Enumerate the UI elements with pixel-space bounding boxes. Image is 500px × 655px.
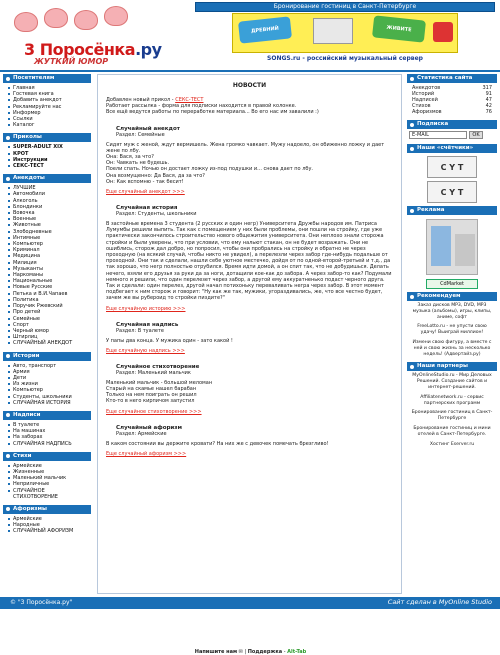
site-header xyxy=(0,0,500,72)
random-section xyxy=(106,364,393,415)
recommend-box xyxy=(407,292,497,359)
aphorisms-box xyxy=(3,505,91,537)
sidebar-item-anecdotes-18[interactable]: Политика xyxy=(13,297,88,303)
sidebar-item-stories-0[interactable]: Авто, транспорт xyxy=(13,363,88,369)
subscribe-ok-button[interactable]: OK xyxy=(469,131,483,139)
section-text: В каком состоянии вы держите кровати? На них же с девочек помечать брезгливо! xyxy=(106,440,329,447)
sidebar-item-aphorisms-0[interactable]: Армейские xyxy=(13,516,88,522)
sidebar-item-aphorisms-2[interactable]: СЛУЧАЙНЫЙ АФОРИЗМ xyxy=(13,528,88,534)
logo-title-b: .ру xyxy=(135,40,162,59)
sidebar-item-anecdotes-13[interactable]: Музыканты xyxy=(13,266,88,272)
stats-box xyxy=(407,74,497,117)
sidebar-item-anecdotes-21[interactable]: Семейные xyxy=(13,316,88,322)
logo-title-a: 3 Поросёнка xyxy=(24,40,136,59)
ads-title: Реклама xyxy=(407,206,497,215)
anecdotes-title: Анекдоты xyxy=(3,174,91,183)
sidebar-item-poems-4[interactable]: СЛУЧАЙНОЕ СТИХОТВОРЕНИЕ xyxy=(13,488,88,500)
stat-value: 317 xyxy=(482,85,492,91)
sidebar-item-anecdotes-19[interactable]: Поручик Ржевский xyxy=(13,303,88,309)
partners-title: Наши партнеры xyxy=(407,362,497,371)
sidebar-item-anecdotes-25[interactable]: СЛУЧАЙНЫЙ АНЕКДОТ xyxy=(13,340,88,346)
mail-icon: ✉ xyxy=(238,649,245,655)
section-text: Маленький мальчик - большой меломан Старый на скамье нашел барабан Только на нем поиграть он решил Кто-то в него кирпичом запустил xyxy=(106,379,213,405)
banner-sign-2: ЖИВИТЕ xyxy=(372,15,426,42)
jokes-box xyxy=(3,133,91,171)
counter-cube-2[interactable]: С Ү Т xyxy=(427,181,477,203)
sidebar-item-anecdotes-4[interactable]: Вовочка xyxy=(13,210,88,216)
hotel-banner-text: Бронирование гостиниц в Санкт-Петербурге xyxy=(273,3,417,10)
sidebar-item-jokes-1[interactable]: КРОТ xyxy=(13,151,88,157)
stat-label: Надписей xyxy=(412,97,438,103)
sidebar-item-anecdotes-5[interactable]: Военные xyxy=(13,216,88,222)
stat-value: 47 xyxy=(485,97,492,103)
subscribe-title: Подписка xyxy=(407,120,497,129)
section-rubric: Раздел: В туалете xyxy=(116,327,164,334)
sidebar-item-visitors-2[interactable]: Добавить анекдот xyxy=(13,97,88,103)
section-more-link[interactable]: Еще случайную историю >>> xyxy=(106,305,186,312)
partner-4[interactable]: Бронирование гостиниц и мини отелей в Санкт-Петербурге. xyxy=(413,425,491,437)
sidebar-item-aphorisms-1[interactable]: Народные xyxy=(13,522,88,528)
sidebar-item-poems-3[interactable]: Неприличные xyxy=(13,481,88,487)
sidebar-item-poems-2[interactable]: Маленький мальчик xyxy=(13,475,88,481)
section-title: Случайный афоризм xyxy=(116,424,182,431)
sidebar-item-stories-5[interactable]: Студенты, школьники xyxy=(13,394,88,400)
cdmarket-link[interactable]: CdMarket xyxy=(426,279,478,289)
sidebar-item-anecdotes-20[interactable]: Про детей xyxy=(13,309,88,315)
copyright: © "3 Поросёнка.ру" xyxy=(10,599,73,606)
section-more-link[interactable]: Еще случайное стихотворение >>> xyxy=(106,408,202,415)
sidebar-item-anecdotes-7[interactable]: Злободневные xyxy=(13,229,88,235)
sidebar-item-visitors-4[interactable]: Информер xyxy=(13,110,88,116)
stat-label: Историй xyxy=(412,91,435,97)
sidebar-item-jokes-0[interactable]: SUPER-ADULT XIX xyxy=(13,144,88,150)
sidebar-item-anecdotes-1[interactable]: Автомобили xyxy=(13,191,88,197)
rec-3[interactable]: Измени свою фигуру, а вместе с ней и свою жизнь за несколько недель! (Адвертайз.ру) xyxy=(412,339,492,357)
footer-bar xyxy=(0,597,500,609)
sidebar-item-anecdotes-12[interactable]: Милиция xyxy=(13,260,88,266)
sidebar-item-stories-3[interactable]: Из жизни xyxy=(13,381,88,387)
partners-box xyxy=(407,362,497,449)
poems-title: Стихи xyxy=(3,452,91,461)
aphorisms-title: Афоризмы xyxy=(3,505,91,514)
counters-box xyxy=(407,144,497,203)
logo-subtitle: ЖУТКИЙ ЮМОР xyxy=(34,57,109,66)
sidebar-item-visitors-3[interactable]: Рекламируйте нас xyxy=(13,104,88,110)
songs-link[interactable]: SONGS.ru - российский музыкальный сервер xyxy=(267,55,423,62)
pigs-logo-icon xyxy=(10,6,130,36)
counters-title: Наши «счётчики» xyxy=(407,144,497,153)
rec-1[interactable]: Заказ дисков MP3, DVD, MP3 музыка (альбомы), игры, клипы, аниме, софт xyxy=(412,303,492,320)
hotel-banner[interactable] xyxy=(195,2,495,12)
banner-image xyxy=(313,18,353,44)
sex-test-link[interactable]: СЕКС-ТЕСТ xyxy=(175,97,204,103)
random-section xyxy=(106,126,393,195)
inscriptions-title: Надписи xyxy=(3,411,91,420)
ad-image[interactable] xyxy=(426,219,478,275)
sidebar-item-anecdotes-9[interactable]: Компьютер xyxy=(13,241,88,247)
partner-3[interactable]: Бронирование гостиниц в Санкт-Петербурге xyxy=(411,410,493,422)
partner-5[interactable]: Хостинг Eserver.ru xyxy=(429,441,475,447)
sidebar-item-poems-0[interactable]: Армейские xyxy=(13,463,88,469)
site-logo[interactable] xyxy=(4,4,164,66)
random-section xyxy=(106,425,393,457)
right-sidebar xyxy=(407,74,497,452)
sidebar-item-jokes-3[interactable]: СЕКС-ТЕСТ xyxy=(13,163,88,169)
sidebar-item-anecdotes-3[interactable]: Блондинки xyxy=(13,204,88,210)
stat-value: 91 xyxy=(485,91,492,97)
banner-icon xyxy=(433,22,453,42)
visitors-box xyxy=(3,74,91,130)
section-title: Случайное стихотворение xyxy=(116,363,200,370)
poems-box xyxy=(3,452,91,502)
footer-links: Напишите нам ✉ | Поддержка - Alt-Tab xyxy=(194,649,307,655)
sidebar-item-anecdotes-2[interactable]: Алкоголь xyxy=(13,198,88,204)
news-line-1-text: Добавлен новый прикол - xyxy=(106,97,176,103)
section-rubric: Раздел: Армейские xyxy=(116,430,167,437)
section-more-link[interactable]: Еще случайный анекдот >>> xyxy=(106,189,185,196)
section-title: Случайная надпись xyxy=(116,321,179,328)
section-more-link[interactable]: Еще случайную надпись >>> xyxy=(106,347,185,354)
inscriptions-box xyxy=(3,411,91,449)
recommend-title: Рекомендуем xyxy=(407,292,497,301)
anecdotes-box xyxy=(3,174,91,348)
sidebar-item-stories-1[interactable]: Армия xyxy=(13,369,88,375)
news-line-3: Все ещё ведутся работы по переработке материала... Во его нас им завалили :) xyxy=(106,109,319,116)
main-content xyxy=(97,74,402,655)
sidebar-item-anecdotes-10[interactable]: Криминал xyxy=(13,247,88,253)
stories-title: Истории xyxy=(3,352,91,361)
write-us-link[interactable]: Напишите нам xyxy=(194,649,238,655)
sidebar-item-anecdotes-15[interactable]: Национальные xyxy=(13,278,88,284)
stat-value: 76 xyxy=(485,109,492,115)
sidebar-item-stories-4[interactable]: Компьютер xyxy=(13,387,88,393)
sidebar-item-poems-1[interactable]: Жизненные xyxy=(13,469,88,475)
stat-value: 42 xyxy=(485,103,492,109)
sidebar-item-inscriptions-2[interactable]: На заборах xyxy=(13,434,88,440)
section-title: Случайный анекдот xyxy=(116,125,180,132)
section-title: Случайная история xyxy=(116,205,178,212)
support-link[interactable]: Поддержка xyxy=(247,649,283,655)
sidebar-item-anecdotes-0[interactable]: ЛУЧШИЕ xyxy=(13,185,88,191)
partner-2[interactable]: Affiliatenetwork.ru - сервис партнерских программ xyxy=(420,394,484,406)
counter-cube-1[interactable]: С Ү Т xyxy=(427,156,477,178)
rec-2[interactable]: FreeLotto.ru - не упусти свою удачу! Выиграй миллион! xyxy=(417,324,487,336)
stat-label: Стихов xyxy=(412,103,431,109)
stat-label: Анекдотов xyxy=(412,85,441,91)
ads-box xyxy=(407,206,497,289)
sidebar-item-inscriptions-1[interactable]: На машинах xyxy=(13,428,88,434)
random-section xyxy=(106,322,393,354)
section-text: У папы два конца. У мужика один - зато какой ! xyxy=(106,337,233,344)
section-rubric: Раздел: Студенты, школьники xyxy=(116,211,197,218)
partner-1[interactable]: MyOnlineStudio.ru - Мир Деловых Решений. Создание сайтов и интернет-решений. xyxy=(412,373,492,390)
sidebar-item-anecdotes-22[interactable]: Спорт xyxy=(13,322,88,328)
subscribe-box xyxy=(407,120,497,141)
section-text: В застойные времена 3 студента (2 русских и один негр) Университета Дружбы народов им. Патриса Лумумбы решили выпить. Так как с помещением у них были проблемы, они пошли на стройку, где уже практически закончилось строительство нового общежития университета. Они неплохо знали сторожа стройки и были уверены, что при условии, что ему нальют стакан, он не будет возражать. Они не ошиблись, сторож дал добро, но попросил, чтобы они пробрались на стройку и обратно не через проходную (на всякий случай, чтобы никто не увидел), а перелезли через забор где-нибудь подальше от проходной. Они так и сделали, нашли себе уютное местечко, дойдя от по одной-второй-третьей и т.д., да так хорошо, что негр полностью отрубился. Время идти домой, а он спит так, что не добудишься. Делать нечего, взяли его друзья за руки да за ноги, дотащили кое-как до забора. А через забор-то как? Подумали немного и решили, что один перелезет через забор, а другой ему аккуратненько подаст черного друга. Так и сделали: один перелез, другой начал потихоньку переваливать негра через забор. В этот момент подбегает к ним сторож и говорит: "Ну как же так, мужики, угораздивались, же, что все честно будет, зачем же вы рубероид то стройки пиздите?" xyxy=(106,221,392,302)
sidebar-item-visitors-6[interactable]: Каталог xyxy=(13,122,88,128)
stats-title: Статистика сайта xyxy=(407,74,497,83)
banner-sign-1: ДРЕВНИЙ xyxy=(238,16,292,43)
sidebar-item-visitors-5[interactable]: Ссылки xyxy=(13,116,88,122)
sidebar-item-anecdotes-24[interactable]: Штирлиц xyxy=(13,334,88,340)
news-line-2: Работает рассылка - форма для подписки находится в правой колонке. xyxy=(106,103,297,110)
visitors-title: Посетителям xyxy=(3,74,91,83)
left-sidebar xyxy=(3,74,91,540)
sidebar-item-jokes-2[interactable]: Инструкции xyxy=(13,157,88,163)
sidebar-item-anecdotes-11[interactable]: Медицина xyxy=(13,253,88,259)
stat-row xyxy=(410,109,494,115)
ad-banner[interactable] xyxy=(232,13,458,53)
sidebar-item-anecdotes-6[interactable]: Животные xyxy=(13,222,88,228)
section-text: Сидят муж с женой, ждут вермишель. Жена громко чавкает. Мужу надоело, он обиженно ложку и дает жене по лбу. Она: Вася, за что? Он: Чавкать не будешь. Поели спать. Ночью он достает ложку из-под подушки и... снова дает по лбу. Она возмущенно: Да Вася, да за что? Он: Как вспомню - так бесит! xyxy=(106,141,385,185)
sidebar-item-visitors-1[interactable]: Гостевая книга xyxy=(13,91,88,97)
random-section xyxy=(106,205,393,312)
stat-label: Афоризмов xyxy=(412,109,442,115)
sidebar-item-inscriptions-0[interactable]: В туалете xyxy=(13,422,88,428)
section-rubric: Раздел: Семейные xyxy=(116,131,165,138)
email-input[interactable]: E-MAIL xyxy=(409,131,467,139)
sidebar-item-inscriptions-3[interactable]: СЛУЧАЙНАЯ НАДПИСЬ xyxy=(13,441,88,447)
sidebar-item-anecdotes-23[interactable]: Черный юмор xyxy=(13,328,88,334)
header-divider xyxy=(0,70,500,72)
news-title: НОВОСТИ xyxy=(232,82,267,89)
sidebar-item-stories-2[interactable]: Дети xyxy=(13,375,88,381)
alt-tab-link[interactable]: Alt-Tab xyxy=(287,649,307,655)
stories-box xyxy=(3,352,91,408)
sidebar-item-anecdotes-17[interactable]: Петька и В.И.Чапаев xyxy=(13,291,88,297)
sidebar-item-anecdotes-16[interactable]: Новые Русские xyxy=(13,284,88,290)
section-rubric: Раздел: Маленький мальчик xyxy=(116,369,191,376)
section-more-link[interactable]: Еще случайный афоризм >>> xyxy=(106,450,187,457)
sidebar-item-visitors-0[interactable]: Главная xyxy=(13,85,88,91)
sidebar-item-anecdotes-8[interactable]: Интимные xyxy=(13,235,88,241)
made-by-link[interactable]: Сайт сделан в MyOnline Studio xyxy=(387,598,492,606)
jokes-title: Приколы xyxy=(3,133,91,142)
sidebar-item-stories-6[interactable]: СЛУЧАЙНАЯ ИСТОРИЯ xyxy=(13,400,88,406)
sidebar-item-anecdotes-14[interactable]: Наркоманы xyxy=(13,272,88,278)
